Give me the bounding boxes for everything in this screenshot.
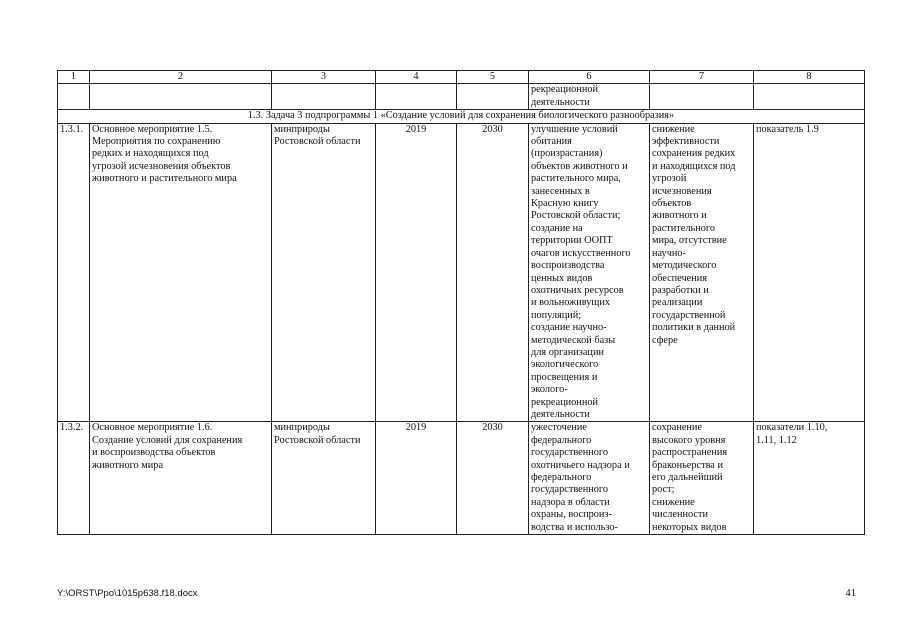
document-path: Y:\ORST\Ppo\1015p638.f18.docx — [57, 588, 198, 599]
consequences: снижение эффективности сохранения редких и находящихся под угрозой исчезновения объектов животного и растительного мира, отсутствие научно- методического обеспечения разработки и реализации государственной политики в данной сфере — [650, 123, 754, 422]
row-number: 1.3.1. — [58, 123, 90, 422]
column-number: 5 — [457, 71, 529, 84]
activity-name: Основное мероприятие 1.6. Создание условий для сохранения и воспроизводства объектов животного мира — [90, 422, 272, 535]
column-number-row — [58, 71, 865, 84]
indicator: показатели 1.10, 1.11, 1.12 — [754, 422, 865, 535]
row-number: 1.3.2. — [58, 422, 90, 535]
table-cell — [272, 84, 376, 110]
column-number: 7 — [650, 71, 754, 84]
table-row — [58, 123, 865, 422]
table-cell — [376, 84, 457, 110]
table-row — [58, 422, 865, 535]
table-cell — [58, 84, 90, 110]
end-year: 2030 — [457, 422, 529, 535]
column-number: 8 — [754, 71, 865, 84]
consequences: сохранение высокого уровня распространения браконьерства и его дальнейший рост; снижение численности некоторых видов — [650, 422, 754, 535]
indicator: показатель 1.9 — [754, 123, 865, 422]
table-cell — [90, 84, 272, 110]
end-year: 2030 — [457, 123, 529, 422]
column-number: 2 — [90, 71, 272, 84]
column-number: 3 — [272, 71, 376, 84]
executor: минприроды Ростовской области — [272, 123, 376, 422]
table-cell — [457, 84, 529, 110]
page-number: 41 — [845, 588, 856, 599]
program-activities-table — [57, 70, 865, 535]
activity-name: Основное мероприятие 1.5. Мероприятия по сохранению редких и находящихся под угрозой исчезновения объектов животного и растительного мира — [90, 123, 272, 422]
expected-result: ужесточение федерального государственного охотничьего надзора и федерального государственного надзора в области охраны, воспроиз- водства и использо- — [529, 422, 650, 535]
start-year: 2019 — [376, 123, 457, 422]
task-heading-row — [58, 110, 865, 123]
start-year: 2019 — [376, 422, 457, 535]
executor: минприроды Ростовской области — [272, 422, 376, 535]
continued-row — [58, 84, 865, 110]
table-cell — [754, 84, 865, 110]
result-cell: рекреационной деятельности — [529, 84, 650, 110]
column-number: 1 — [58, 71, 90, 84]
task-title: 1.3. Задача 3 подпрограммы 1 «Создание условий для сохранения биологического разнообразия» — [58, 110, 865, 123]
column-number: 6 — [529, 71, 650, 84]
table-cell — [650, 84, 754, 110]
column-number: 4 — [376, 71, 457, 84]
expected-result: улучшение условий обитания (произрастания) объектов животного и растительного мира, занесенных в Красную книгу Ростовской области; создание на территории ООПТ очагов искусственного воспроизводства ценных видов охотничьих ресурсов и вольноживущих популяций; создание научно- методической базы для организации экологического просвещения и эколого- рекреационной деятельности — [529, 123, 650, 422]
